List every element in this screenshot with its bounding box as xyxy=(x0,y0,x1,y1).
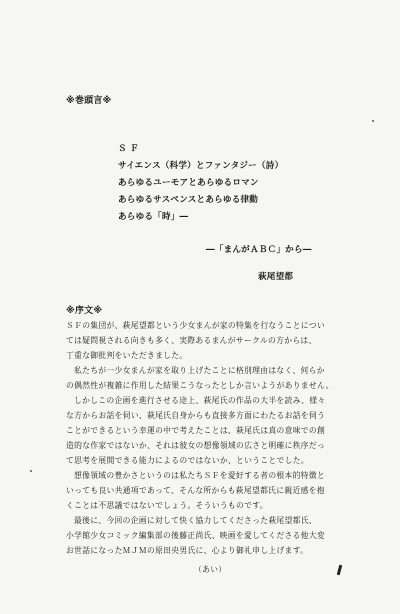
intro-line: の偶然性が複雑に作用した結果こうなったとしか言いようがありません。 xyxy=(66,381,334,390)
scan-speck xyxy=(372,120,374,122)
intro-line: しかしこの企画を進行させる途上、萩尾氏の作品の大半を読み、様々 xyxy=(74,396,326,405)
pen-stroke-mark xyxy=(337,565,342,575)
intro-line: 小学館少女コミック編集部の後藤正尚氏、映画を愛してくださる他大変 xyxy=(66,531,325,540)
preface-line-sf: Ｓ Ｆ xyxy=(118,144,139,154)
scan-speck xyxy=(30,470,32,472)
intro-line: ては疑問視される向きも多く、実際あるまんがサークルの方からは、 xyxy=(66,336,317,345)
intro-line: 造的な作家ではないか、それは彼女の想像領域の広さと明確に秩序だっ xyxy=(66,441,326,450)
preface-line-time: あらゆる「時」― xyxy=(118,212,189,222)
preface-line-humor-romance: あらゆるユーモアとあらゆるロマン xyxy=(118,178,259,188)
preface-author: 萩尾望都 xyxy=(258,272,294,282)
preface-heading: ※巻頭言※ xyxy=(66,96,112,106)
preface-source: ―「まんがＡＢＣ」から― xyxy=(206,245,312,255)
intro-signature: （あい） xyxy=(194,565,227,574)
intro-line: 私たちが一少女まんが家を取り上げたことに格別理由はなく、何らか xyxy=(74,366,325,375)
preface-line-science-fantasy: サイエンス（科学）とファンタジー（詩） xyxy=(118,161,284,171)
intro-line: ＳＦの集団が、萩尾望都という少女まんが家の特集を行なうことについ xyxy=(66,321,325,330)
intro-line: ことができるという幸運の中で考えたことは、萩尾氏は真の意味での創 xyxy=(66,426,326,435)
intro-line: いっても良い共通項であって、そんな所からも萩尾望都氏に親近感を抱 xyxy=(66,486,325,495)
intro-line: くことは不思議ではないでしょう。そういうものです。 xyxy=(66,501,268,510)
intro-line: 丁重な御批判をいただきました。 xyxy=(66,351,188,360)
intro-line: 想像領域の豊かさというのは私たちＳＦを愛好する者の根本的特徴と xyxy=(74,471,325,480)
intro-heading: ※序文※ xyxy=(66,306,103,316)
intro-line: な方からお話を伺い、萩尾氏自身からも直接多方面にわたるお話を伺う xyxy=(66,411,326,420)
intro-line: て思考を展開できる能力によるのではないか、ということでした。 xyxy=(66,456,309,465)
intro-line: 最後に、今回の企画に対して快く協力してくださった萩尾望都氏、 xyxy=(74,516,317,525)
preface-line-suspense-rhythm: あらゆるサスペンスとあらゆる律動 xyxy=(118,195,259,205)
intro-line: お世話になったＭＪＭの原田央男氏に、心より御礼申し上げます。 xyxy=(66,546,309,555)
